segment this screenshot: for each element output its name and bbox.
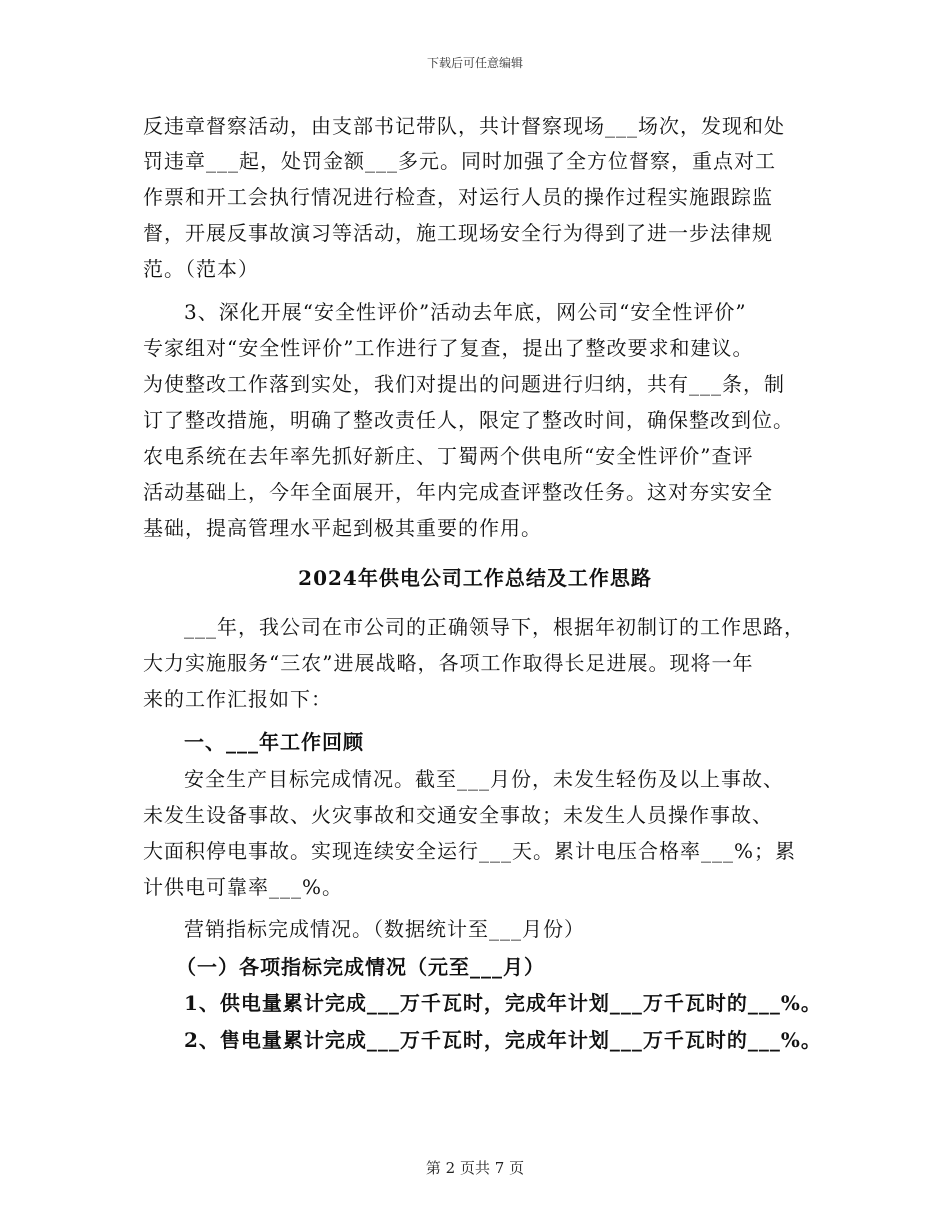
- paragraph-line: 农电系统在去年率先抓好新庄、丁蜀两个供电所“安全性评价”查评: [143, 444, 754, 468]
- paragraph-line: 为使整改工作落到实处，我们对提出的问题进行归纳，共有___条，制: [143, 372, 785, 396]
- indicator-item: 2、售电量累计完成___万千瓦时，完成年计划___万千瓦时的___%。: [184, 1028, 822, 1052]
- paragraph-line: 活动基础上，今年全面展开，年内完成查评整改任务。这对夯实安全: [143, 480, 773, 504]
- subsection-heading: （一）各项指标完成情况（元至___月）: [176, 955, 545, 979]
- page-header: 下载后可任意编辑: [426, 56, 523, 70]
- paragraph-line: 计供电可靠率___%。: [143, 875, 344, 899]
- paragraph-line: 作票和开工会执行情况进行检查，对运行人员的操作过程实施跟踪监: [143, 185, 773, 209]
- paragraph-line: 未发生设备事故、火灾事故和交通安全事故；未发生人员操作事故、: [143, 803, 773, 827]
- paragraph-line: 大面积停电事故。实现连续安全运行___天。累计电压合格率___%；累: [143, 839, 797, 863]
- paragraph-line: 反违章督察活动，由支部书记带队，共计督察现场___场次，发现和处: [143, 114, 785, 138]
- paragraph-line: 督，开展反事故演习等活动，施工现场安全行为得到了进一步法律规: [143, 221, 773, 245]
- paragraph-line: 专家组对“安全性评价”工作进行了复查，提出了整改要求和建议。: [143, 336, 754, 360]
- paragraph-line: 来的工作汇报如下：: [143, 687, 332, 711]
- paragraph-line: 基础，提高管理水平起到极其重要的作用。: [143, 516, 542, 540]
- paragraph-line: 范。（范本）: [143, 257, 259, 281]
- document-title: 2024年供电公司工作总结及工作思路: [298, 566, 652, 590]
- paragraph-line: 订了整改措施，明确了整改责任人，限定了整改时间，确保整改到位。: [143, 408, 794, 432]
- paragraph-line: ___年，我公司在市公司的正确领导下，根据年初制订的工作思路，: [184, 615, 805, 639]
- page-footer: 第 2 页共 7 页: [425, 1159, 525, 1177]
- indicator-item: 1、供电量累计完成___万千瓦时，完成年计划___万千瓦时的___%。: [184, 991, 822, 1015]
- paragraph-line: 罚违章___起，处罚金额___多元。同时加强了全方位督察，重点对工: [143, 149, 776, 173]
- paragraph-line: 营销指标完成情况。（数据统计至___月份）: [184, 917, 585, 941]
- paragraph-line: 大力实施服务“三农”进展战略，各项工作取得长足进展。现将一年: [143, 651, 754, 675]
- paragraph-line: 安全生产目标完成情况。截至___月份，未发生轻伤及以上事故、: [184, 767, 784, 791]
- section-heading: 一、___年工作回顾: [184, 730, 364, 754]
- paragraph-line: 3、深化开展“安全性评价”活动去年底，网公司“安全性评价”: [184, 300, 747, 324]
